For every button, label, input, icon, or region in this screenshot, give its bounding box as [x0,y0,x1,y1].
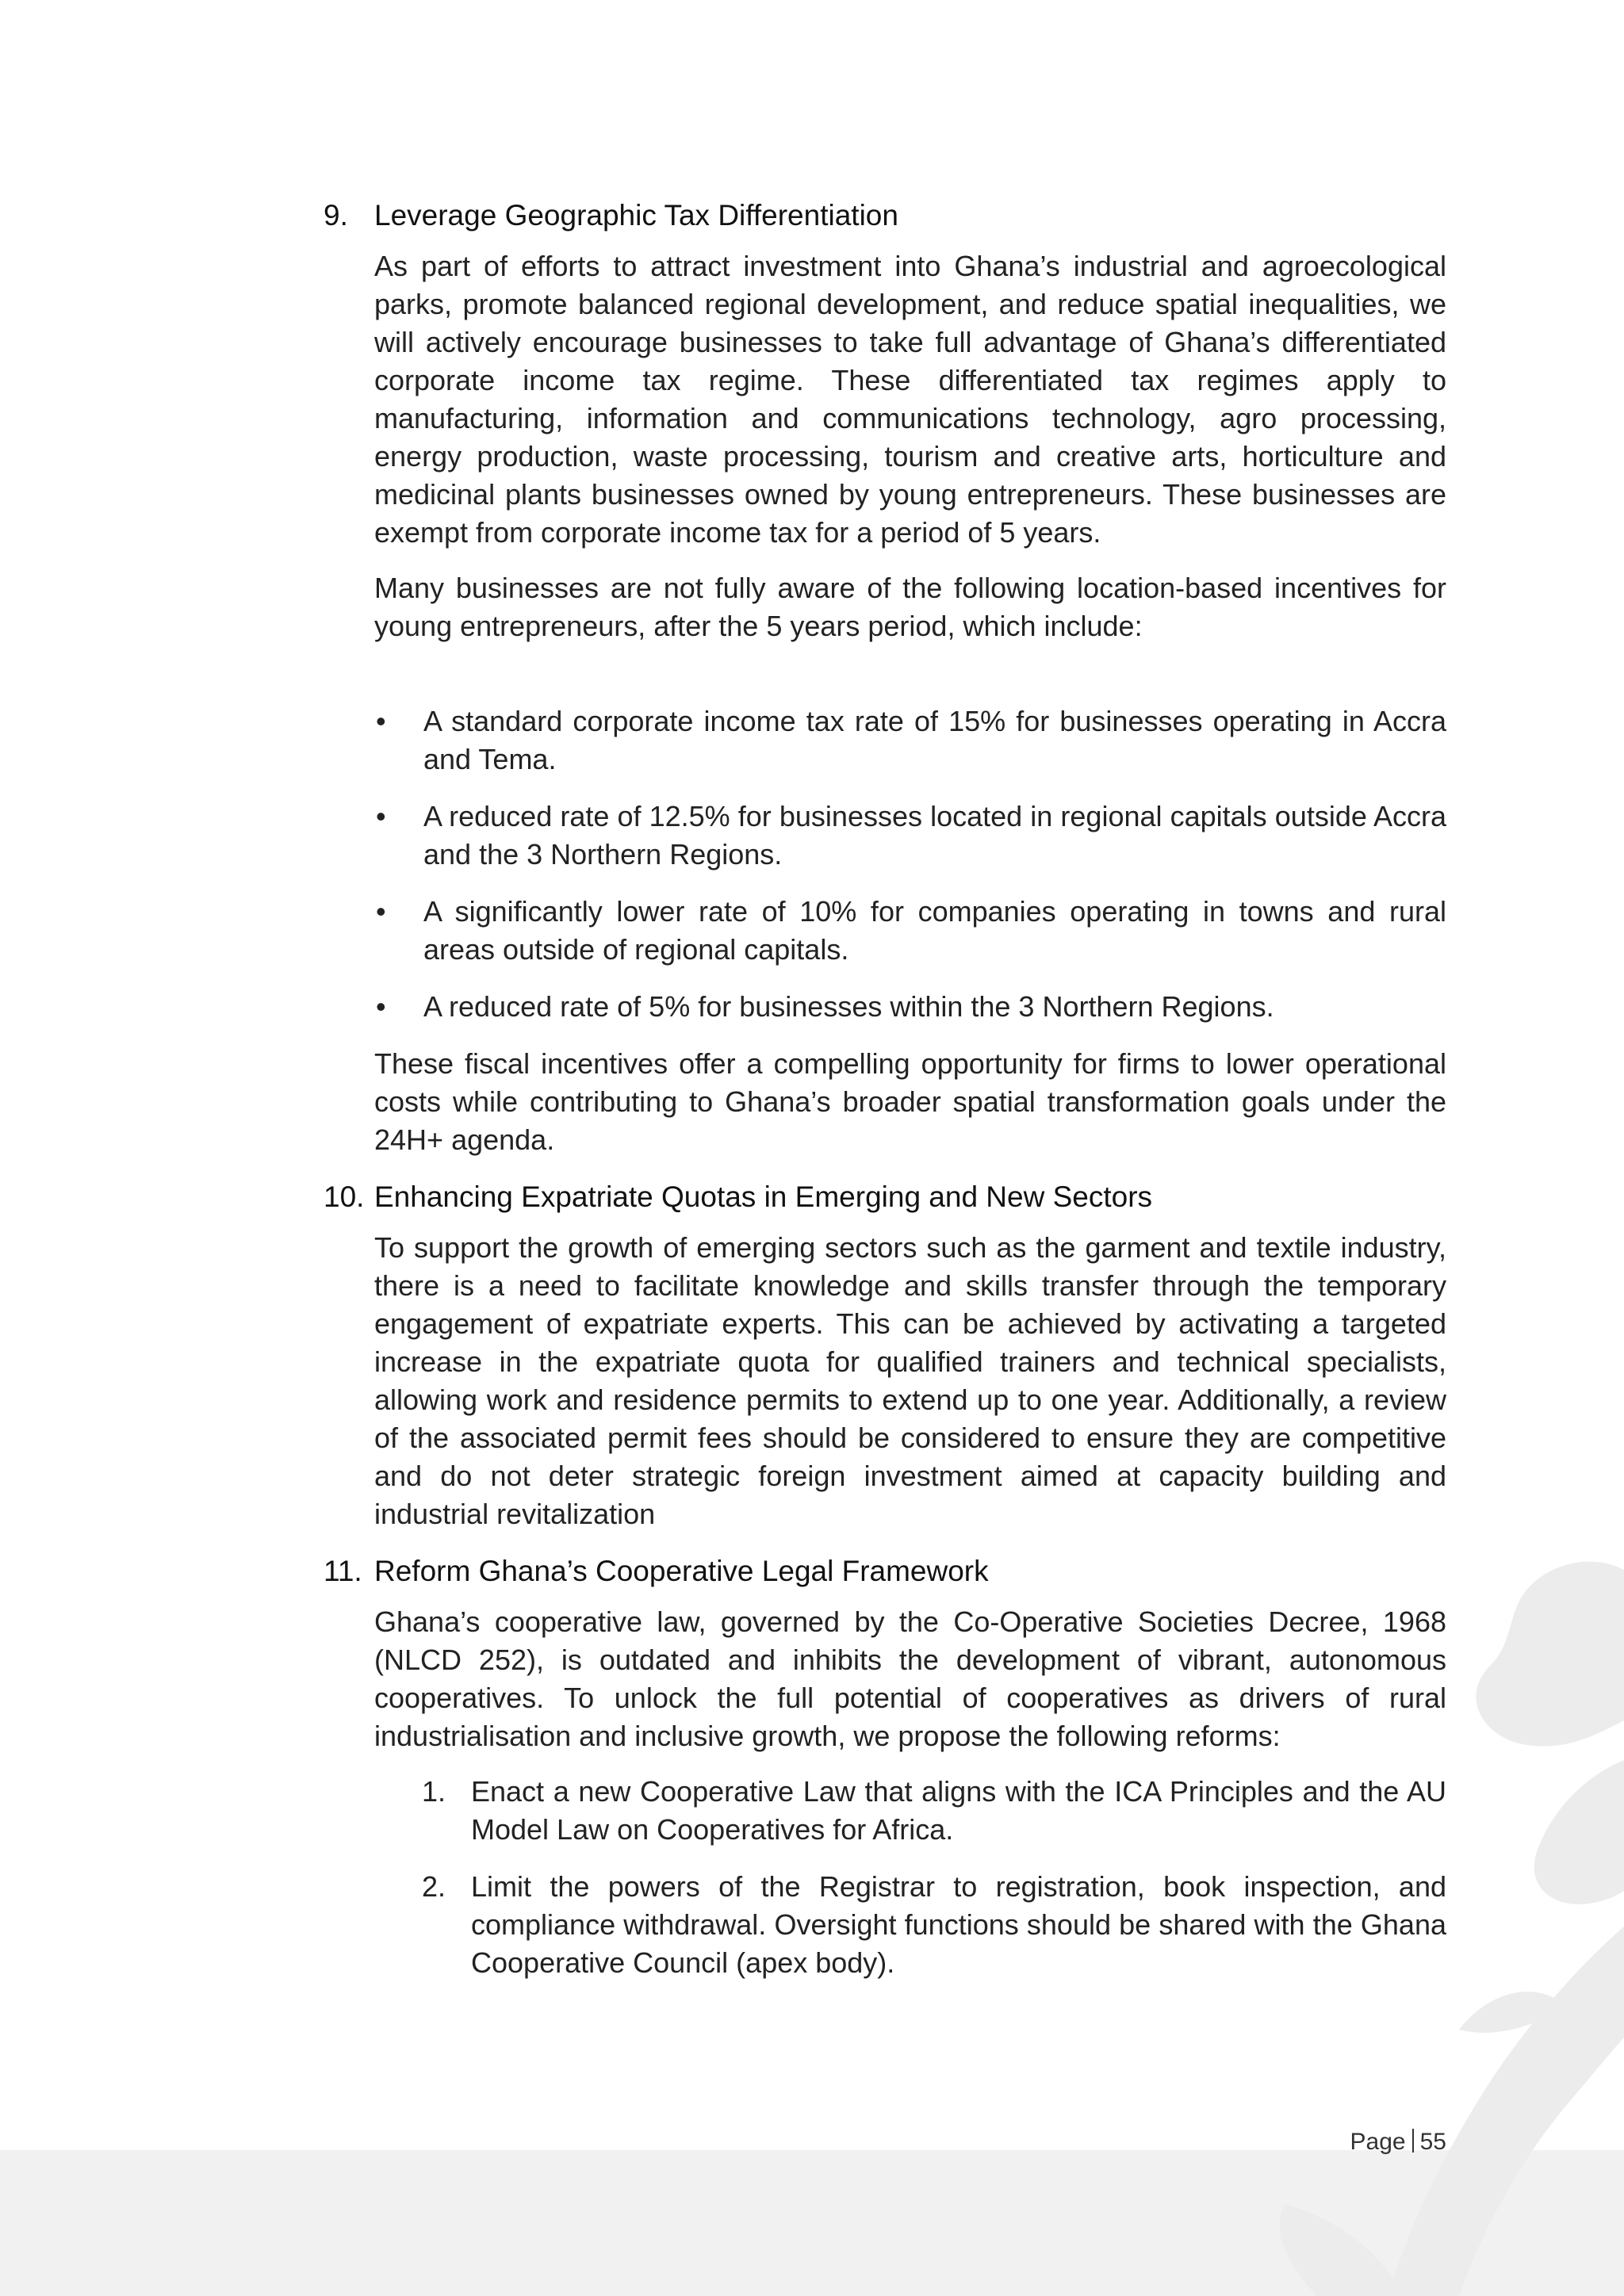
section-number: 9. [324,199,348,232]
list-item-text: A reduced rate of 5% for businesses within the 3 Northern Regions. [423,990,1274,1023]
bullet-list [374,702,1446,1026]
page-content [324,195,1446,2001]
section-9-heading [324,195,1446,236]
page-separator [1412,2129,1414,2152]
paragraph: These fiscal incentives offer a compelling opportunity for firms to lower operational costs while contributing to Ghana’s broader spatial transformation goals under the 24H+ agenda. [374,1047,1446,1156]
page-number-value: 55 [1419,2129,1446,2155]
list-item [374,988,1446,1026]
list-number: 2. [422,1870,446,1903]
bullet-icon: • [376,705,386,737]
paragraph: Ghana’s cooperative law, governed by the Co-Operative Societies Decree, 1968 (NLCD 252), is outdated and inhibits the development of vibrant, autonomous cooperatives. To unlock the full potential of cooperatives as drivers of rural industrialisation and inclusive growth, we propose the following reforms: [374,1605,1446,1752]
section-title: Enhancing Expatriate Quotas in Emerging and New Sectors [374,1181,1153,1213]
paragraph: To support the growth of emerging sectors such as the garment and textile industry, there is a need to facilitate knowledge and skills transfer through the temporary engagement of expatriate experts. This can be achieved by activating a targeted increase in the expatriate quota for qualified trainers and technical specialists, allowing work and residence permits to extend up to one year. Additionally, a review of the associated permit fees should be considered to ensure they are competitive and do not deter strategic foreign investment aimed at capacity building and industrial revitalization [374,1231,1446,1530]
list-item [422,1868,1446,1982]
list-item-text: A reduced rate of 12.5% for businesses located in regional capitals outside Accra and the 3 Northern Regions. [423,800,1446,871]
spacer [324,663,1446,702]
bullet-icon: • [376,990,386,1023]
page-number [1350,2126,1446,2158]
section-10-heading [324,1177,1446,1218]
section-number: 11. [324,1555,362,1587]
list-item [374,893,1446,969]
list-item [374,702,1446,779]
list-item [422,1773,1446,1849]
list-item-text: Limit the powers of the Registrar to registration, book inspection, and compliance withdrawal. Oversight functions should be shared with the Ghana Cooperative Council (apex body). [471,1870,1446,1979]
section-title: Reform Ghana’s Cooperative Legal Framework [374,1555,989,1587]
list-item-text: Enact a new Cooperative Law that aligns with the ICA Principles and the AU Model Law on Cooperatives for Africa. [471,1775,1446,1846]
list-item [374,798,1446,874]
bullet-icon: • [376,895,386,928]
section-number: 10. [324,1181,365,1213]
list-item-text: A significantly lower rate of 10% for companies operating in towns and rural areas outside of regional capitals. [423,895,1446,966]
list-number: 1. [422,1775,446,1808]
list-item-text: A standard corporate income tax rate of 15% for businesses operating in Accra and Tema. [423,705,1446,775]
bullet-icon: • [376,800,386,832]
page-label: Page [1350,2129,1406,2155]
paragraph: As part of efforts to attract investment into Ghana’s industrial and agroecological parks, promote balanced regional development, and reduce spatial inequalities, we will actively encourage businesses to take full advantage of Ghana’s differentiated corporate income tax regime. These differentiated tax regimes apply to manufacturing, information and communications technology, agro processing, energy production, waste processing, tourism and creative arts, horticulture and medicinal plants businesses owned by young entrepreneurs. These businesses are exempt from corporate income tax for a period of 5 years. [374,250,1446,549]
numbered-list [422,1773,1446,1982]
section-title: Leverage Geographic Tax Differentiation [374,199,898,232]
paragraph: Many businesses are not fully aware of the following location-based incentives for young entrepreneurs, after the 5 years period, which include: [374,572,1446,642]
section-11-heading [324,1551,1446,1592]
